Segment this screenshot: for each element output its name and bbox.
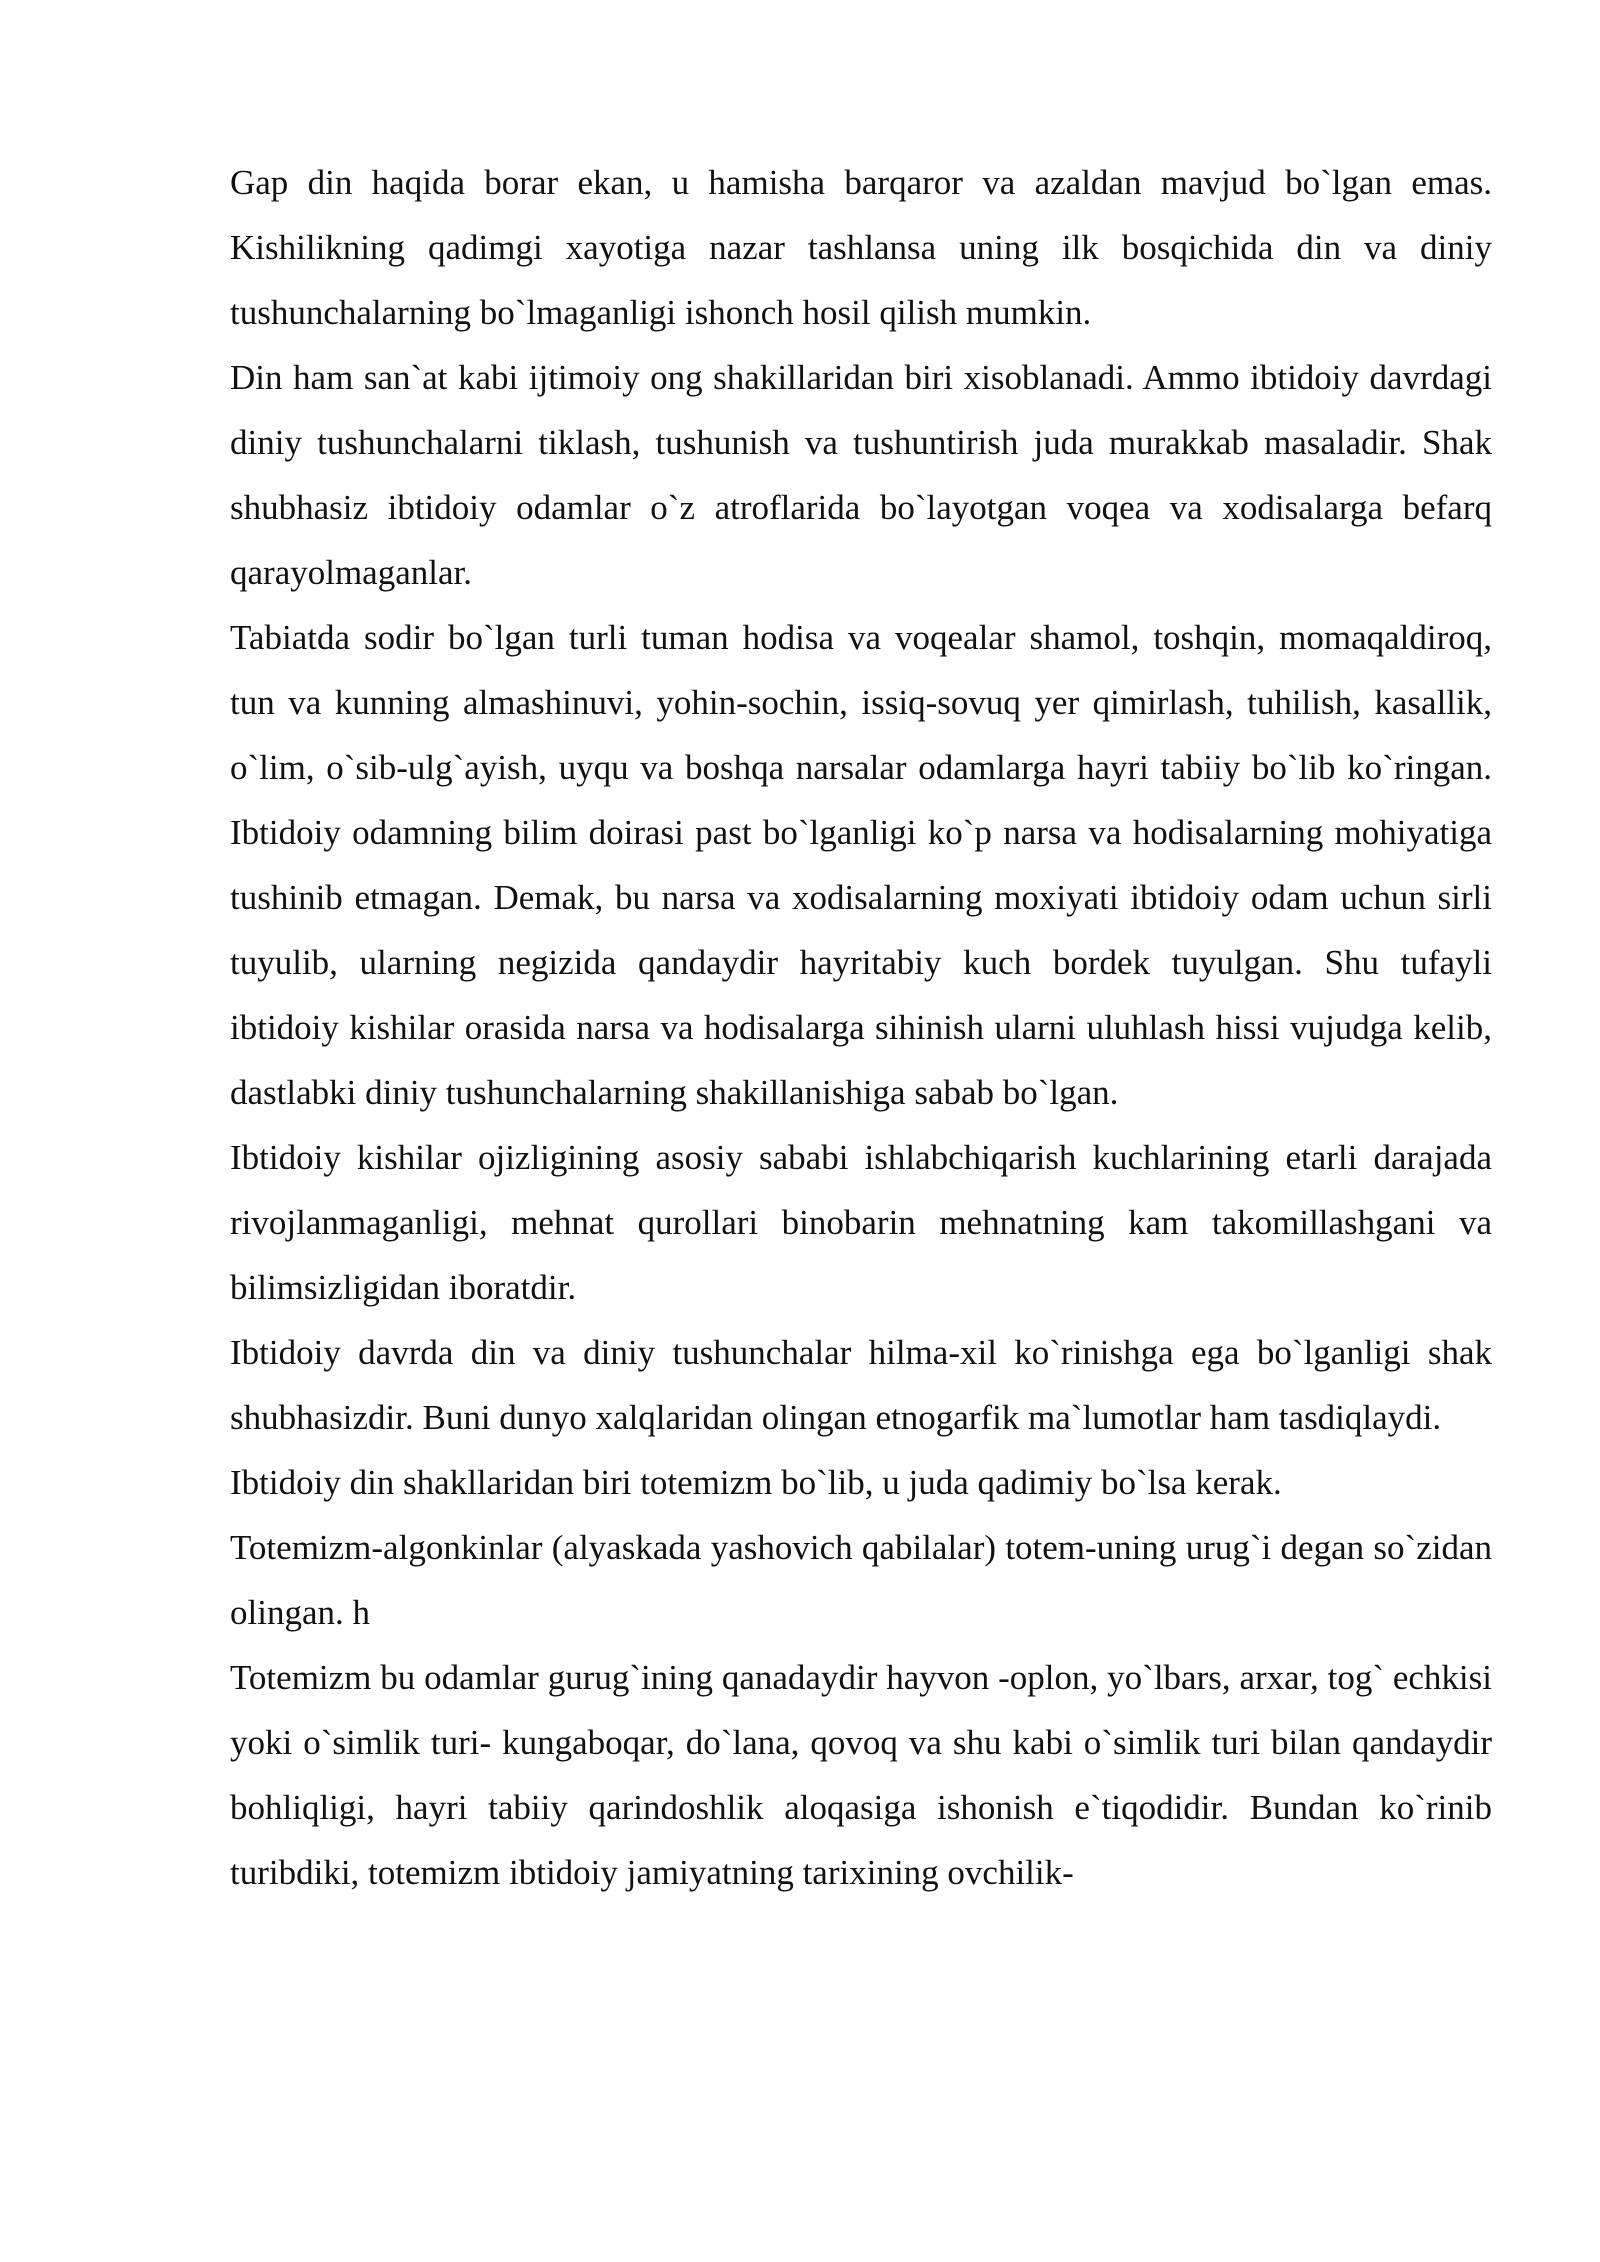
document-body bbox=[230, 150, 1492, 1905]
paragraph-weakness-causes: Ibtidoiy kishilar ojizligining asosiy sababi ishlabchiqarish kuchlarining etarli darajada rivojlanmaganligi, mehnat qurollari binobarin mehnatning kam takomillashgani va bilimsizligidan iboratdir. bbox=[230, 1138, 1492, 1307]
paragraph-totemism-definition: Totemizm bu odamlar gurug`ining qanadaydir hayvon -oplon, yo`lbars, arxar, tog` echkisi yoki o`simlik turi- kungaboqar, do`lana, qovoq va shu kabi o`simlik turi bilan qandaydir bohliqligi, hayri tabiiy qarindoshlik aloqasiga ishonish e`tiqodidir. Bundan ko`rinib turibdiki, totemizm ibtidoiy jamiyatning tarixining ovchilik- bbox=[230, 1658, 1492, 1892]
paragraph-totemism-etymology: Totemizm-algonkinlar (alyaskada yashovich qabilalar) totem-uning urug`i degan so`zidan olingan. h bbox=[230, 1528, 1492, 1632]
paragraph-social-consciousness: Din ham san`at kabi ijtimoiy ong shakillaridan biri xisoblanadi. Ammo ibtidoiy davrdagi diniy tushunchalarni tiklash, tushunish va tushuntirish juda murakkab masaladir. Shak shubhasiz ibtidoiy odamlar o`z atroflarida bo`layotgan voqea va xodisalarga befarq qarayolmaganlar. bbox=[230, 358, 1492, 592]
paragraph-natural-phenomena: Tabiatda sodir bo`lgan turli tuman hodisa va voqealar shamol, toshqin, momaqaldiroq, tun va kunning almashinuvi, yohin-sochin, issiq-sovuq yer qimirlash, tuhilish, kasallik, o`lim, o`sib-ulg`ayish, uyqu va boshqa narsalar odamlarga hayri tabiiy bo`lib ko`ringan. Ibtidoiy odamning bilim doirasi past bo`lganligi ko`p narsa va hodisalarning mohiyatiga tushinib etmagan. Demak, bu narsa va xodisalarning moxiyati ibtidoiy odam uchun sirli tuyulib, ularning negizida qandaydir hayritabiy kuch bordek tuyulgan. Shu tufayli ibtidoiy kishilar orasida narsa va hodisalarga sihinish ularni uluhlash hissi vujudga kelib, dastlabki diniy tushunchalarning shakillanishiga sabab bo`lgan. bbox=[230, 618, 1492, 1112]
paragraph-religion-origin: Gap din haqida borar ekan, u hamisha barqaror va azaldan mavjud bo`lgan emas. Kishilikning qadimgi xayotiga nazar tashlansa uning ilk bosqichida din va diniy tushunchalarning bo`lmaganligi ishonch hosil qilish mumkin. bbox=[230, 163, 1492, 332]
paragraph-ethnographic-evidence: Ibtidoiy davrda din va diniy tushunchalar hilma-xil ko`rinishga ega bo`lganligi shak shubhasizdir. Buni dunyo xalqlaridan olingan etnogarfik ma`lumotlar ham tasdiqlaydi. bbox=[230, 1333, 1492, 1437]
paragraph-totemism-intro: Ibtidoiy din shakllaridan biri totemizm bo`lib, u juda qadimiy bo`lsa kerak. bbox=[230, 1463, 1282, 1502]
